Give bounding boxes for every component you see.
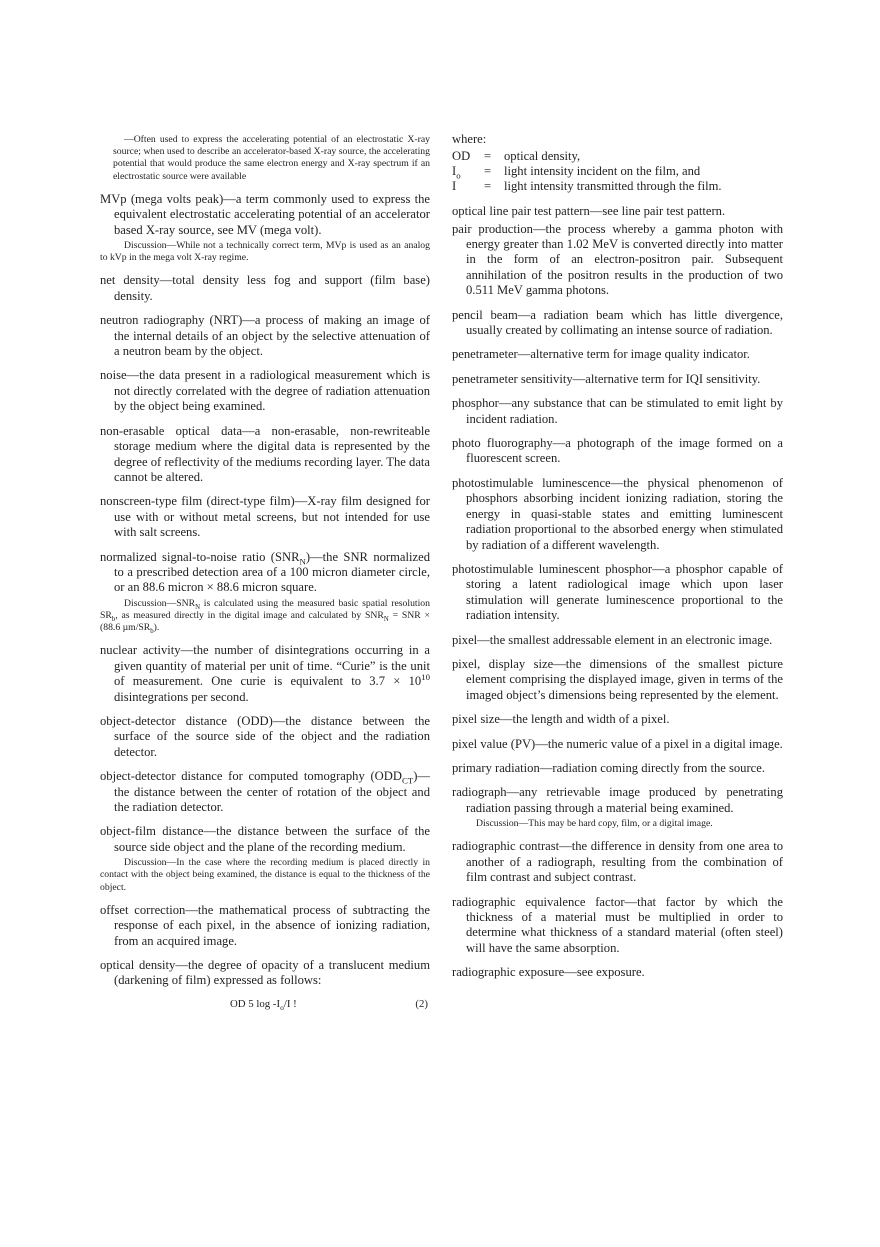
symbol-text: I: [452, 178, 457, 193]
disc-snr-text-a: Discussion—SNR: [124, 597, 196, 609]
term-photostimulable-phosphor: photostimulable luminescent phosphor—a phosphor capable of storing a latent radiological image which upon laser stimulation will generate luminescence proportional to the radiation intensity.: [452, 561, 783, 623]
definition-text: optical density,: [504, 149, 581, 164]
definition-equals: =: [484, 149, 492, 164]
optical-density-equation: [100, 997, 430, 1013]
definition-symbol: [452, 149, 484, 164]
definition-row: [452, 149, 783, 164]
term-primary-radiation: primary radiation—radiation coming directly from the source.: [452, 760, 765, 775]
term-radiograph: radiograph—any retrievable image produced by penetrating radiation passing through a material being examined.: [452, 785, 783, 815]
disc-snr-text-e: ).: [153, 622, 160, 634]
term-offset-correction: offset correction—the mathematical process of subtracting the response of each pixel, in the absence of ionizing radiation, from an acquired image.: [100, 902, 430, 948]
odd-ct-subscript: CT: [401, 775, 414, 786]
definition-text: light intensity transmitted through the film.: [504, 178, 722, 193]
definition-row: [452, 164, 783, 179]
term-pixel: pixel—the smallest addressable element in an electronic image.: [452, 632, 773, 647]
term-optical-line-pair: optical line pair test pattern—see line pair test pattern.: [452, 204, 726, 219]
disc-snr-sub-3: N: [383, 615, 389, 623]
term-penetrameter-sensitivity: penetrameter sensitivity—alternative term for IQI sensitivity.: [452, 371, 761, 386]
definition-equals: =: [484, 178, 492, 193]
equation-text-b: /I !: [283, 997, 297, 1010]
term-nonscreen-film: nonscreen-type film (direct-type film)—X-ray film designed for use with or without metal screens, but not intended for use with salt screens.: [100, 494, 430, 540]
term-nuclear-activity: [100, 643, 430, 705]
term-pixel-value: pixel value (PV)—the numeric value of a pixel in a digital image.: [452, 736, 783, 751]
definition-row: [452, 179, 783, 194]
normalized-snr-text-b: )—the SNR normalized to a prescribed detection area of a 100 micron diameter circle, or an 88.6 micron × 88.6 micron square.: [114, 549, 430, 595]
term-penetrameter: penetrameter—alternative term for image quality indicator.: [452, 347, 750, 362]
nuclear-activity-text-a: nuclear activity—the number of disintegrations occurring in a given quantity of material per unit of time. “Curie” is the unit of measurement. One curie is equivalent to 3.7 × 10: [100, 643, 430, 689]
discussion-mv: —Often used to express the accelerating potential of an electrostatic X-ray source; when used to describe an accelerator-based X-ray source, the accelerating potential that would produce the same electron energy and X-ray spectrum if an electrostatic source were available: [113, 134, 430, 182]
equation-subscript: o: [280, 1003, 284, 1013]
equation-expression: [230, 997, 297, 1011]
term-radiographic-contrast: radiographic contrast—the difference in density from one area to another of a radiograph, resulting from the combination of film contrast and subject contrast.: [452, 839, 783, 885]
term-photostimulable-luminescence: photostimulable luminescence—the physical phenomenon of phosphors absorbing incident ionizing radiation, storing the energy in quasi-stable states and emitting luminescent radiation proportional to the absorbed energy when stimulated by radiation of a different wavelength.: [452, 475, 783, 552]
definition-symbol: [452, 164, 484, 179]
term-normalized-snr: [100, 550, 430, 596]
term-non-erasable-optical-data: non-erasable optical data—a non-erasable, non-rewriteable storage medium where the digital data is represented by the degree of reflectivity of the mediums recording layer. The data cannot be altered.: [100, 423, 430, 484]
term-radiographic-exposure: radiographic exposure—see exposure.: [452, 965, 645, 980]
term-neutron-radiography: neutron radiography (NRT)—a process of making an image of the internal details of an object by the selective attenuation of a neutron beam by the object.: [100, 313, 430, 359]
term-net-density: net density—total density less fog and support (film base) density.: [100, 273, 430, 303]
symbol-text: I: [452, 164, 457, 178]
left-column: [100, 132, 430, 1013]
term-pixel-size: pixel size—the length and width of a pixel.: [452, 712, 670, 727]
nuclear-activity-text-b: disintegrations per second.: [114, 689, 249, 704]
term-pencil-beam: pencil beam—a radiation beam which has little divergence, usually created by collimating an intense source of radiation.: [452, 307, 783, 338]
disc-snr-sub-4: b: [150, 628, 154, 636]
normalized-snr-subscript: N: [299, 556, 306, 567]
term-object-detector-distance-ct: [100, 769, 430, 815]
discussion-object-film: Discussion—In the case where the recording medium is placed directly in contact with the object being examined, the distance is equal to the thickness of the object.: [100, 857, 430, 893]
term-photo-fluorography: photo fluorography—a photograph of the image formed on a fluorescent screen.: [452, 436, 783, 466]
term-phosphor: phosphor—any substance that can be stimulated to emit light by incident radiation.: [452, 396, 783, 426]
symbol-subscript: o: [456, 170, 461, 181]
term-pair-production: pair production—the process whereby a gamma photon with energy greater than 1.02 MeV is converted directly into matter in the form of an electron-positron pair. Subsequent annihilation of the positron results in the production of two 0.511 MeV gamma photons.: [452, 221, 783, 298]
discussion-snr: [100, 598, 430, 635]
equation-text-a: OD 5 log -I: [230, 997, 281, 1010]
symbol-text: OD: [452, 149, 471, 164]
term-noise: noise—the data present in a radiological measurement which is not directly correlated with the degree of radiation attenuation by the object being examined.: [100, 368, 430, 414]
discussion-mvp: Discussion—While not a technically correct term, MVp is used as an analog to kVp in the mega volt X-ray regime.: [100, 240, 430, 264]
where-label: where:: [452, 132, 487, 146]
term-radiographic-equivalence-factor: radiographic equivalence factor—that factor by which the thickness of a material must be multiplied in order to determine what thickness of a standard material (often steel) will have the same absorption.: [452, 894, 783, 955]
term-object-film-distance: object-film distance—the distance between the surface of the source side object and the plane of the recording medium.: [100, 824, 430, 854]
disc-snr-text-c: , as measured directly in the digital image and calculated by SNR: [115, 609, 384, 621]
nuclear-activity-exponent: 10: [421, 671, 430, 682]
term-optical-density: optical density—the degree of opacity of a translucent medium (darkening of film) expressed as follows:: [100, 958, 430, 988]
odd-ct-text-b: )—the distance between the center of rotation of the object and the radiation detector.: [114, 769, 430, 815]
right-column: [452, 132, 783, 990]
term-object-detector-distance: object-detector distance (ODD)—the distance between the surface of the source side of the object and the radiation detector.: [100, 713, 430, 759]
definition-symbol: [452, 179, 484, 194]
odd-ct-text-a: object-detector distance for computed tomography (ODD: [100, 769, 402, 784]
disc-snr-sub-2: b: [111, 615, 116, 623]
disc-snr-sub-1: N: [195, 603, 200, 611]
definition-text: light intensity incident on the film, and: [504, 164, 701, 178]
equation-number: (2): [415, 997, 428, 1010]
variable-definitions: [452, 149, 783, 193]
discussion-radiograph: Discussion—This may be hard copy, film, or a digital image.: [476, 818, 713, 830]
term-mvp: MVp (mega volts peak)—a term commonly used to express the equivalent electrostatic accelerating potential of an accelerator based X-ray source, see MV (mega volt).: [100, 191, 430, 237]
disc-snr-text-b: is calculated using the measured basic spatial resolution SR: [100, 597, 430, 621]
definition-equals: =: [484, 164, 492, 178]
term-pixel-display-size: pixel, display size—the dimensions of the smallest picture element comprising the displayed image, given in terms of the imaged object’s dimensions being represented by the element.: [452, 656, 783, 702]
disc-snr-text-d: = SNR × (88.6 µm/SR: [100, 609, 430, 634]
normalized-snr-text-a: normalized signal-to-noise ratio (SNR: [100, 549, 300, 564]
